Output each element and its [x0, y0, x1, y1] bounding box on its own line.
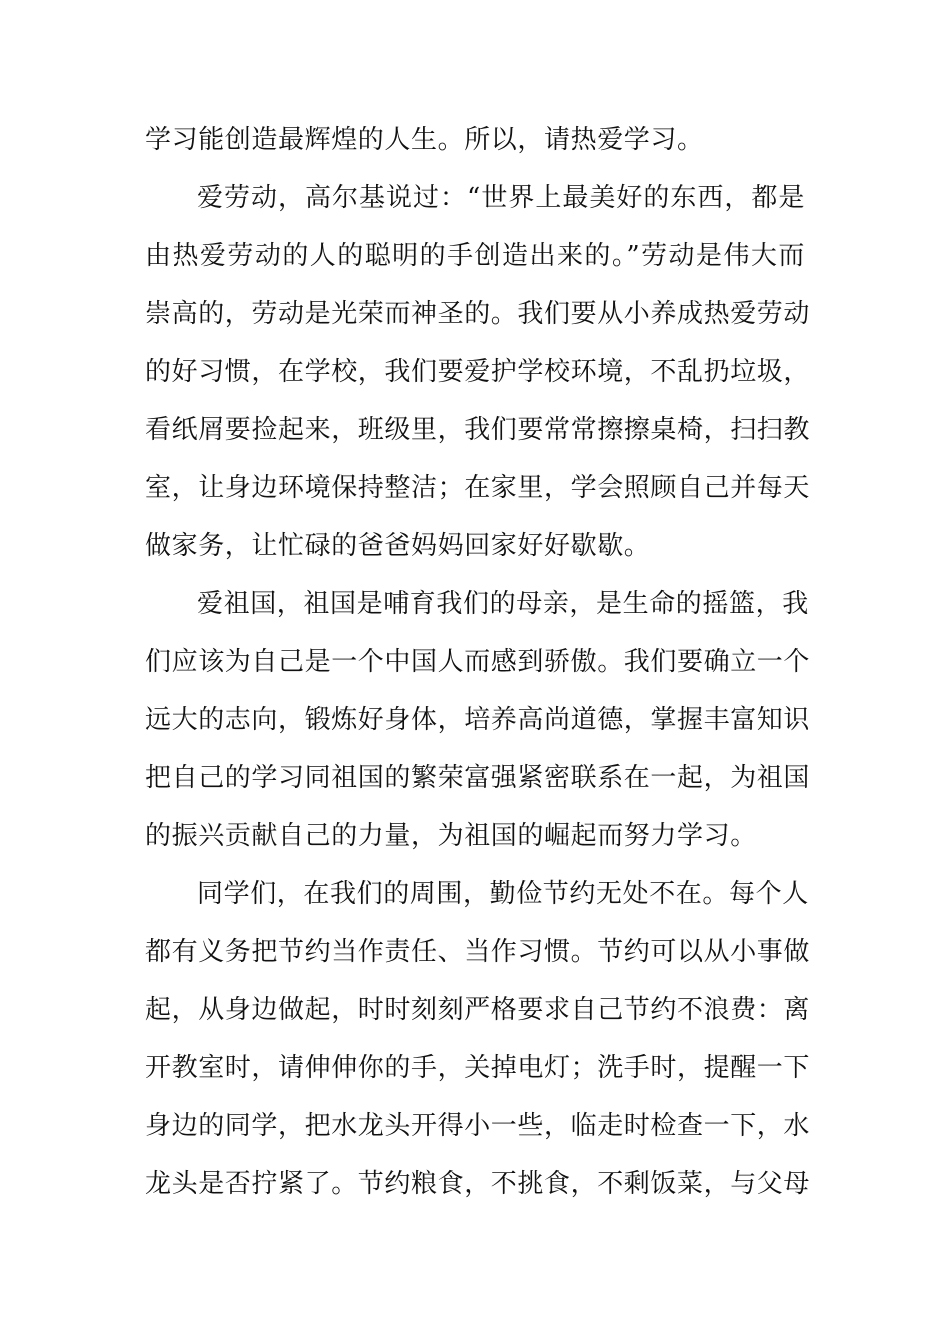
text-line: 把自己的学习同祖国的繁荣富强紧密联系在一起，为祖国	[145, 763, 811, 793]
paragraph-first-line: 爱祖国，祖国是哺育我们的母亲，是生命的摇篮，我	[197, 589, 809, 619]
text-line: 的好习惯，在学校，我们要爱护学校环境，不乱扔垃圾，	[145, 357, 811, 387]
text-line: 身边的同学，把水龙头开得小一些，临走时检查一下，水	[145, 1111, 811, 1141]
paragraph-first-line: 爱劳动，高尔基说过：“世界上最美好的东西，都是	[197, 183, 805, 213]
text-line: 做家务，让忙碌的爸爸妈妈回家好好歇歇。	[145, 531, 651, 561]
text-line: 崇高的，劳动是光荣而神圣的。我们要从小养成热爱劳动	[145, 299, 811, 329]
text-line: 开教室时，请伸伸你的手，关掉电灯；洗手时，提醒一下	[145, 1053, 811, 1083]
text-line: 们应该为自己是一个中国人而感到骄傲。我们要确立一个	[145, 647, 811, 677]
text-line: 由热爱劳动的人的聪明的手创造出来的。”劳动是伟大而	[145, 241, 805, 271]
paragraph-first-line: 同学们，在我们的周围，勤俭节约无处不在。每个人	[197, 879, 809, 909]
text-line: 学习能创造最辉煌的人生。所以，请热爱学习。	[145, 125, 704, 155]
text-line: 室，让身边环境保持整洁；在家里，学会照顾自己并每天	[145, 473, 811, 503]
text-line: 的振兴贡献自己的力量，为祖国的崛起而努力学习。	[145, 821, 757, 851]
text-line: 远大的志向，锻炼好身体，培养高尚道德，掌握丰富知识	[145, 705, 811, 735]
text-line: 龙头是否拧紧了。节约粮食，不挑食，不剩饭菜，与父母	[145, 1169, 811, 1199]
text-line: 看纸屑要捡起来，班级里，我们要常常擦擦桌椅，扫扫教	[145, 415, 811, 445]
text-line: 起，从身边做起，时时刻刻严格要求自己节约不浪费：离	[145, 995, 811, 1025]
text-line: 都有义务把节约当作责任、当作习惯。节约可以从小事做	[145, 937, 811, 967]
